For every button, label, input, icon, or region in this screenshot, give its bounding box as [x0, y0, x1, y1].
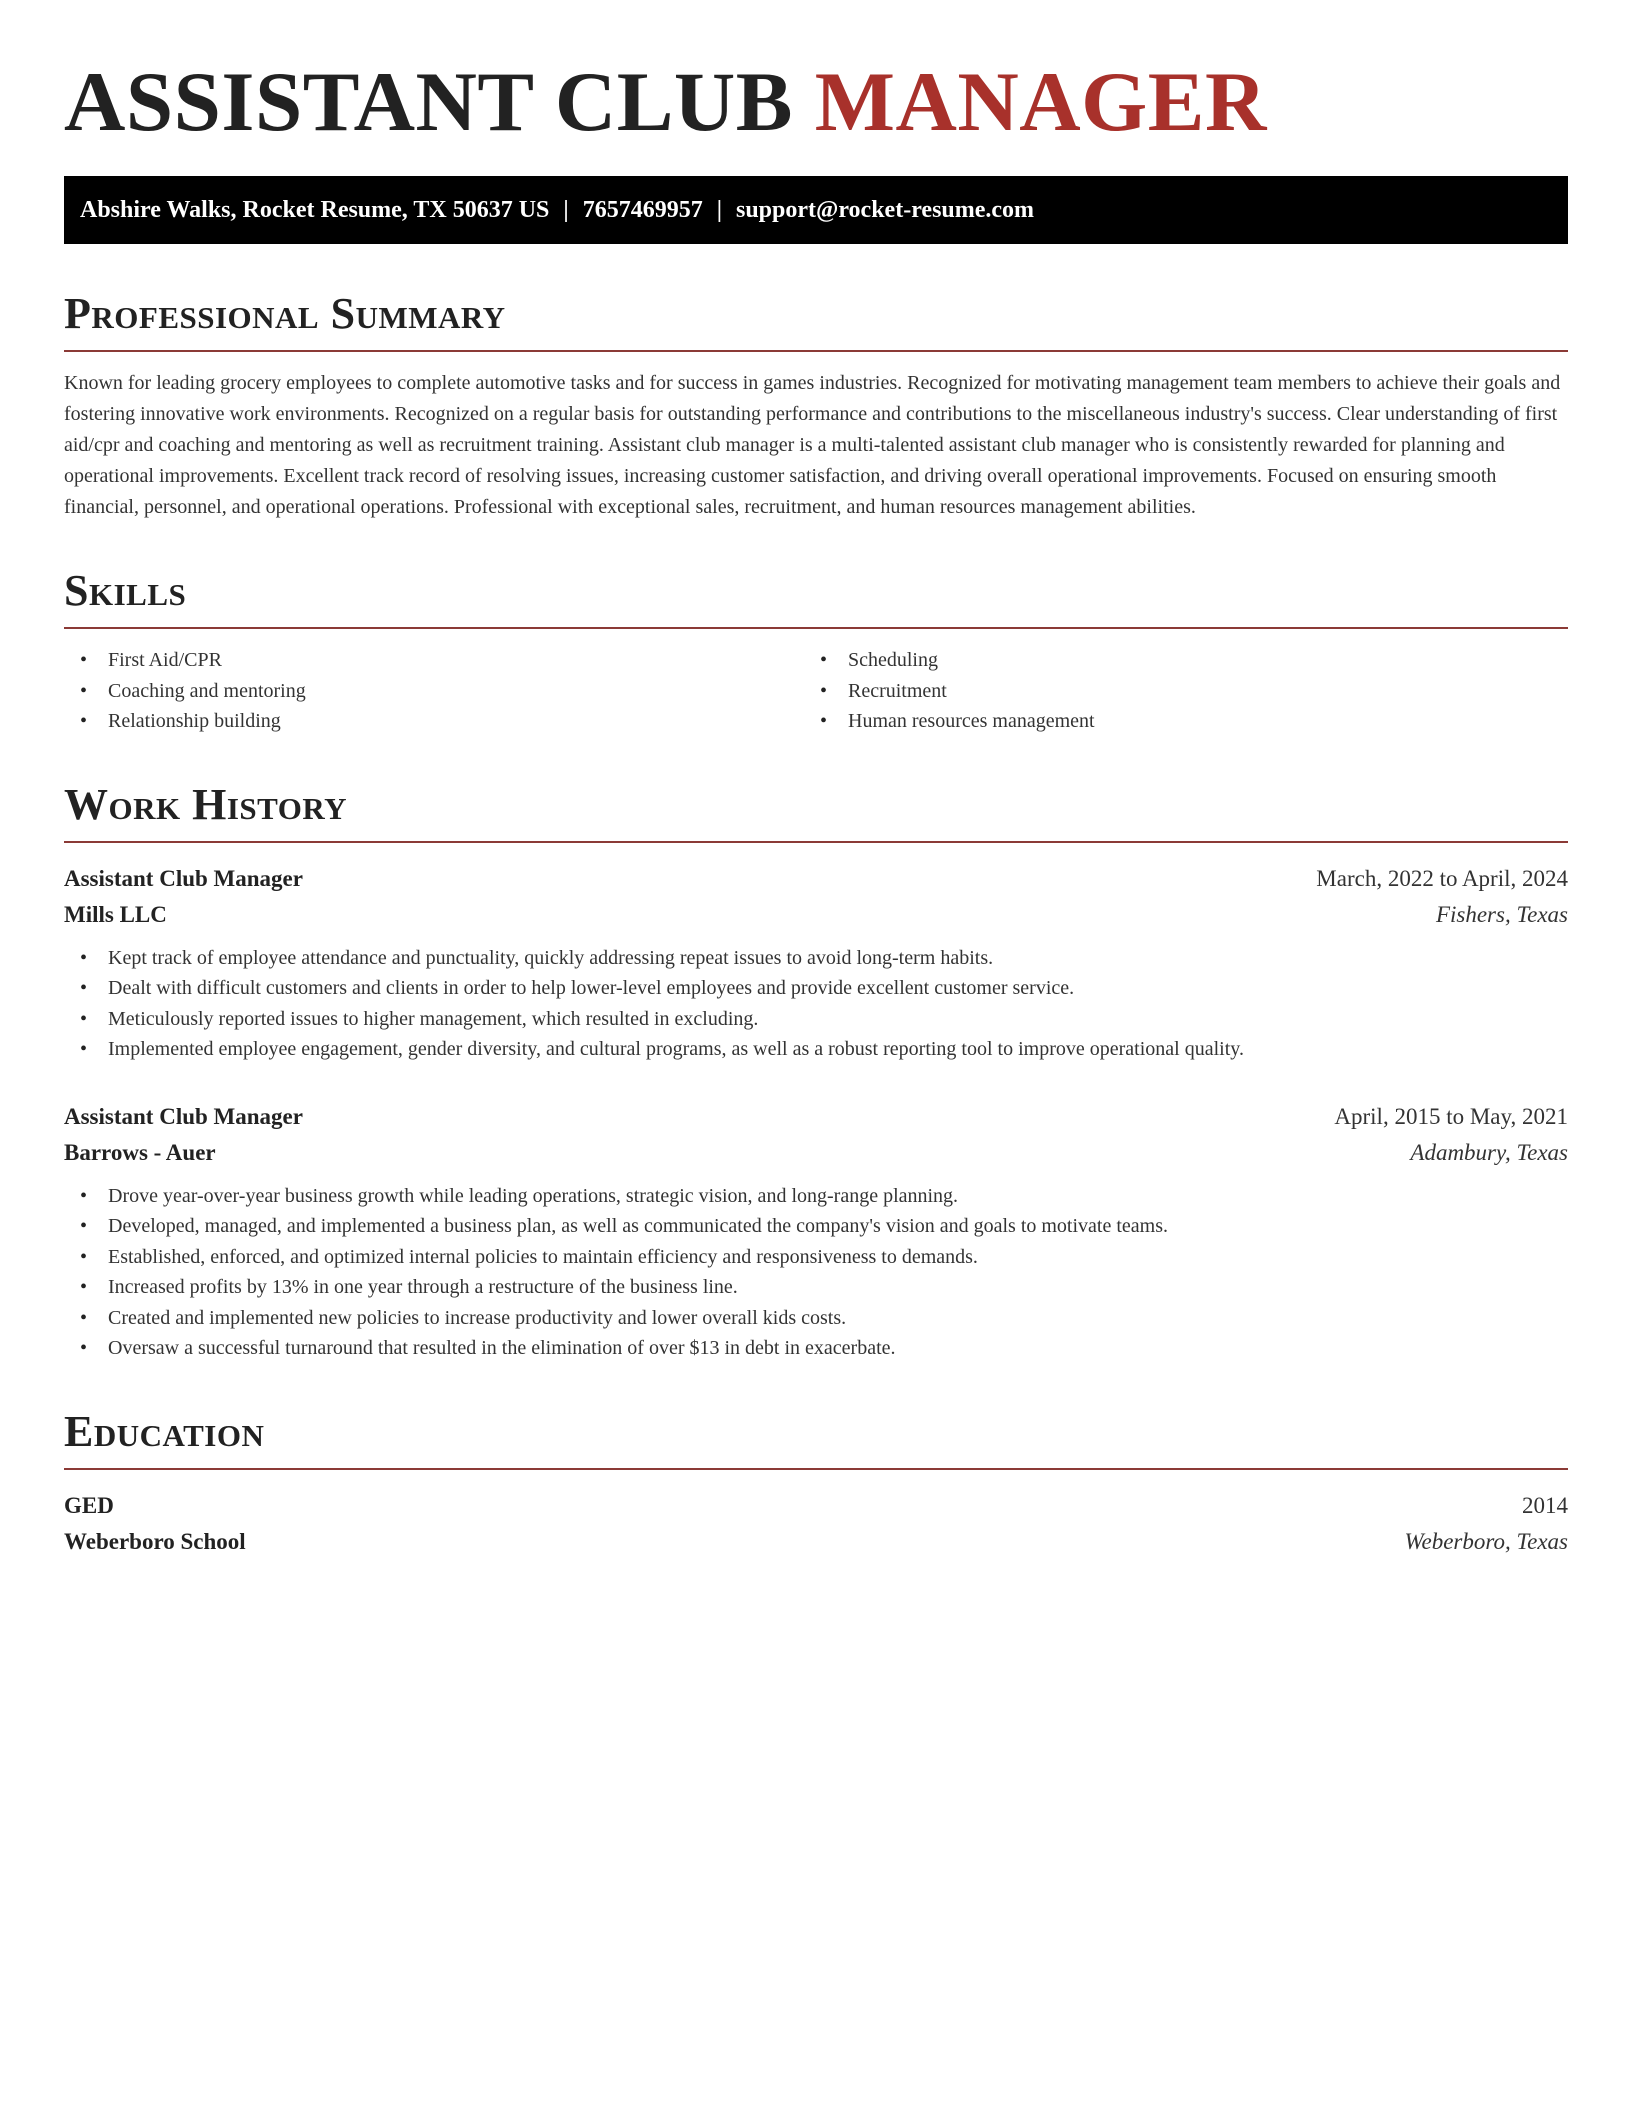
education-year: 2014 — [1522, 1492, 1568, 1518]
job-bullet: • Meticulously reported issues to higher management, which resulted in excluding. — [64, 1004, 1568, 1035]
summary-heading: Professional Summary — [64, 290, 1568, 352]
work-history-heading: Work History — [64, 781, 1568, 843]
title-accent: MANAGER — [814, 55, 1267, 149]
job-bullet: • Dealt with difficult customers and clients in order to help lower-level employees and provide excellent customer service. — [64, 973, 1568, 1004]
contact-email: support@rocket-resume.com — [735, 197, 1035, 223]
job-bullet: • Kept track of employee attendance and punctuality, quickly addressing repeat issues to avoid long-term habits. — [64, 943, 1568, 974]
job-bullet: • Increased profits by 13% in one year through a restructure of the business line. — [64, 1272, 1568, 1303]
education-degree: GED — [64, 1492, 114, 1518]
job-title: Assistant Club Manager — [64, 865, 303, 891]
job-bullet: • Established, enforced, and optimized internal policies to maintain efficiency and responsiveness to demands. — [64, 1242, 1568, 1273]
skill-item: • Recruitment — [804, 676, 1544, 707]
education-section — [64, 1408, 1568, 1560]
contact-phone: 7657469957 — [582, 197, 703, 223]
contact-address: Abshire Walks, Rocket Resume, TX 50637 US — [80, 197, 550, 223]
resume-title — [64, 56, 1568, 148]
job-company: Barrows - Auer — [64, 1139, 216, 1165]
job-dates: April, 2015 to May, 2021 — [1334, 1103, 1568, 1129]
job-title: Assistant Club Manager — [64, 1103, 303, 1129]
education-school: Weberboro School — [64, 1528, 246, 1554]
job-bullets — [64, 1181, 1568, 1364]
skills-heading: Skills — [64, 567, 1568, 629]
skills-columns — [64, 645, 1568, 737]
education-location: Weberboro, Texas — [1404, 1528, 1568, 1554]
skills-column-right — [804, 645, 1544, 737]
skill-item: • Scheduling — [804, 645, 1544, 676]
job-header-row — [64, 1099, 1568, 1135]
job-header-row — [64, 861, 1568, 897]
skills-section — [64, 567, 1568, 737]
job-bullet: • Oversaw a successful turnaround that resulted in the elimination of over $13 in debt in exacerbate. — [64, 1333, 1568, 1364]
skill-item: • Coaching and mentoring — [64, 676, 804, 707]
job-entry — [64, 1099, 1568, 1364]
skill-item: • Human resources management — [804, 706, 1544, 737]
education-degree-row — [64, 1488, 1568, 1524]
job-bullet: • Implemented employee engagement, gender diversity, and cultural programs, as well as a robust reporting tool to improve operational quality. — [64, 1034, 1568, 1065]
skill-item: • Relationship building — [64, 706, 804, 737]
job-entry — [64, 861, 1568, 1065]
education-entry — [64, 1488, 1568, 1560]
job-location: Adambury, Texas — [1410, 1139, 1568, 1165]
job-location: Fishers, Texas — [1435, 901, 1568, 927]
job-company-row — [64, 1135, 1568, 1171]
education-school-row — [64, 1524, 1568, 1560]
skills-column-left — [64, 645, 804, 737]
summary-section — [64, 290, 1568, 523]
skill-item: • First Aid/CPR — [64, 645, 804, 676]
job-company-row — [64, 897, 1568, 933]
job-bullet: • Created and implemented new policies to increase productivity and lower overall kids costs. — [64, 1303, 1568, 1334]
contact-bar — [64, 176, 1568, 244]
job-bullets — [64, 943, 1568, 1065]
title-main: ASSISTANT CLUB — [64, 55, 794, 149]
contact-separator: | — [563, 197, 569, 223]
work-history-section — [64, 781, 1568, 1364]
job-bullet: • Developed, managed, and implemented a business plan, as well as communicated the company's vision and goals to motivate teams. — [64, 1211, 1568, 1242]
job-dates: March, 2022 to April, 2024 — [1316, 865, 1568, 891]
job-company: Mills LLC — [64, 901, 167, 927]
contact-separator: | — [716, 197, 722, 223]
summary-text: Known for leading grocery employees to complete automotive tasks and for success in games industries. Recognized for motivating management team members to achieve their goals and fostering innovative work environments. Recognized on a regular basis for outstanding performance and contributions to the miscellaneous industry's success. Clear understanding of first aid/cpr and coaching and mentoring as well as recruitment training. Assistant club manager is a multi-talented assistant club manager who is consistently rewarded for planning and operational improvements. Excellent track record of resolving issues, increasing customer satisfaction, and driving overall operational improvements. Focused on ensuring smooth financial, personnel, and operational operations. Professional with exceptional sales, recruitment, and human resources management abilities. — [64, 372, 1561, 518]
job-bullet: • Drove year-over-year business growth while leading operations, strategic vision, and long-range planning. — [64, 1181, 1568, 1212]
education-heading: Education — [64, 1408, 1568, 1470]
